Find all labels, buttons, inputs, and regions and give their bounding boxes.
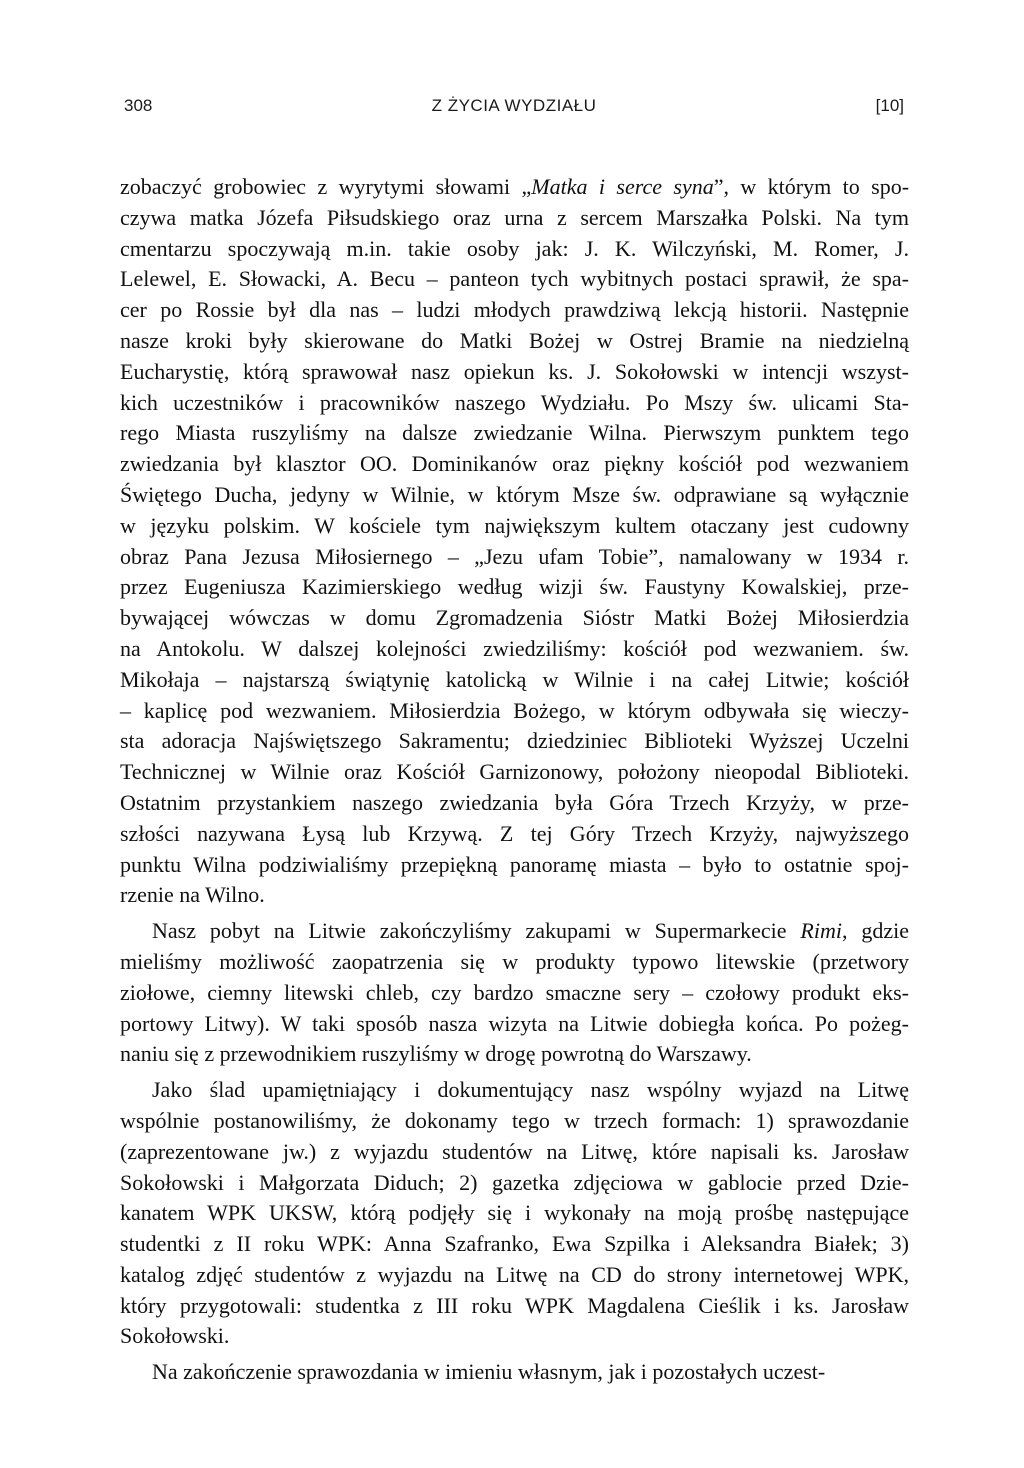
page-header: [124, 96, 904, 124]
text-line: Nasz pobyt na Litwie zakończyliśmy zakupami w Supermarkecie Rimi, gdzie: [152, 918, 909, 944]
paragraph: [120, 916, 909, 1070]
page-number: 308: [124, 96, 153, 115]
text-line: Sokołowski.: [120, 1323, 230, 1349]
text-line: Technicznej w Wilnie oraz Kościół Garnizonowy, położony nieopodal Biblioteki.: [120, 759, 909, 785]
text-line: studentki z II roku WPK: Anna Szafranko, Ewa Szpilka i Aleksandra Białek; 3): [120, 1231, 909, 1257]
text-line: Mikołaja – najstarszą świątynię katolicką w Wilnie i na całej Litwie; kościół: [120, 666, 909, 692]
text-line: przez Eugeniusza Kazimierskiego według wizji św. Faustyny Kowalskiej, prze-: [120, 574, 909, 600]
text-line: Jako ślad upamiętniający i dokumentujący nasz wspólny wyjazd na Litwę: [152, 1077, 909, 1103]
text-line: bywającej wówczas w domu Zgromadzenia Sióstr Matki Bożej Miłosierdzia: [120, 605, 909, 631]
text-line: naniu się z przewodnikiem ruszyliśmy w drogę powrotną do Warszawy.: [120, 1041, 752, 1067]
text-line: na Antokolu. W dalszej kolejności zwiedziliśmy: kościół pod wezwaniem. św.: [120, 635, 909, 661]
text-line: zwiedzania był klasztor OO. Dominikanów oraz piękny kościół pod wezwaniem: [120, 451, 909, 477]
text-line: rego Miasta ruszyliśmy na dalsze zwiedzanie Wilna. Pierwszym punktem tego: [120, 420, 909, 446]
text-line: szłości nazywana Łysą lub Krzywą. Z tej Góry Trzech Krzyży, najwyższego: [120, 820, 909, 846]
text-line: ziołowe, ciemny litewski chleb, czy bardzo smaczne sery – czołowy produkt eks-: [120, 979, 909, 1005]
text-line: zobaczyć grobowiec z wyrytymi słowami „Matka i serce syna”, w którym to spo-: [120, 174, 910, 199]
text-line: który przygotowali: studentka z III roku WPK Magdalena Cieślik i ks. Jarosław: [120, 1292, 909, 1318]
section-number: [10]: [875, 96, 904, 115]
text-line: cer po Rossie był dla nas – ludzi młodych prawdziwą lekcją historii. Następnie: [120, 297, 909, 323]
text-line: katalog zdjęć studentów z wyjazdu na Litwę na CD do strony internetowej WPK,: [120, 1261, 909, 1287]
italic-text: Matka i serce syna: [531, 174, 714, 199]
text-line: sta adoracja Najświętszego Sakramentu; dziedziniec Biblioteki Wyższej Uczelni: [120, 728, 909, 754]
paragraph: [120, 1075, 909, 1352]
running-title: Z ŻYCIA WYDZIAŁU: [431, 96, 597, 115]
article-body: [120, 172, 909, 1388]
text-line: Na zakończenie sprawozdania w imieniu własnym, jak i pozostałych uczest-: [152, 1359, 826, 1385]
text-line: punktu Wilna podziwialiśmy przepiękną panoramę miasta – było to ostatnie spoj-: [120, 851, 909, 877]
text-line: kich uczestników i pracowników naszego Wydziału. Po Mszy św. ulicami Sta-: [120, 389, 909, 415]
text-line: Sokołowski i Małgorzata Diduch; 2) gazetka zdjęciowa w gablocie przed Dzie-: [120, 1169, 909, 1195]
text-line: Lelewel, E. Słowacki, A. Becu – panteon tych wybitnych postaci sprawił, że spa-: [120, 266, 909, 292]
text-line: cmentarzu spoczywają m.in. takie osoby jak: J. K. Wilczyński, M. Romer, J.: [120, 235, 909, 261]
text-line: Świętego Ducha, jedyny w Wilnie, w którym Msze św. odprawiane są wyłącznie: [120, 481, 909, 507]
text-line: portowy Litwy). W taki sposób nasza wizyta na Litwie dobiegła końca. Po pożeg-: [120, 1010, 909, 1036]
italic-text: Rimi: [800, 918, 842, 944]
text-line: (zaprezentowane jw.) z wyjazdu studentów na Litwę, które napisali ks. Jarosław: [120, 1138, 909, 1164]
text-line: rzenie na Wilno.: [120, 882, 265, 908]
text-line: mieliśmy możliwość zaopatrzenia się w produkty typowo litewskie (przetwory: [120, 948, 909, 974]
paragraph: [120, 172, 909, 911]
paragraph: [120, 1357, 909, 1388]
text-line: czywa matka Józefa Piłsudskiego oraz urna z sercem Marszałka Polski. Na tym: [120, 204, 909, 230]
text-line: kanatem WPK UKSW, którą podjęły się i wykonały na moją prośbę następujące: [120, 1200, 909, 1226]
text-line: Ostatnim przystankiem naszego zwiedzania była Góra Trzech Krzyży, w prze-: [120, 789, 909, 815]
text-line: nasze kroki były skierowane do Matki Bożej w Ostrej Bramie na niedzielną: [120, 327, 909, 353]
text-line: obraz Pana Jezusa Miłosiernego – „Jezu ufam Tobie”, namalowany w 1934 r.: [120, 543, 909, 569]
text-line: w języku polskim. W kościele tym największym kultem otaczany jest cudowny: [120, 512, 909, 538]
text-line: Eucharystię, którą sprawował nasz opiekun ks. J. Sokołowski w intencji wszyst-: [120, 358, 909, 384]
text-line: – kaplicę pod wezwaniem. Miłosierdzia Bożego, w którym odbywała się wieczy-: [120, 697, 909, 723]
text-line: wspólnie postanowiliśmy, że dokonamy tego w trzech formach: 1) sprawozdanie: [120, 1107, 909, 1133]
